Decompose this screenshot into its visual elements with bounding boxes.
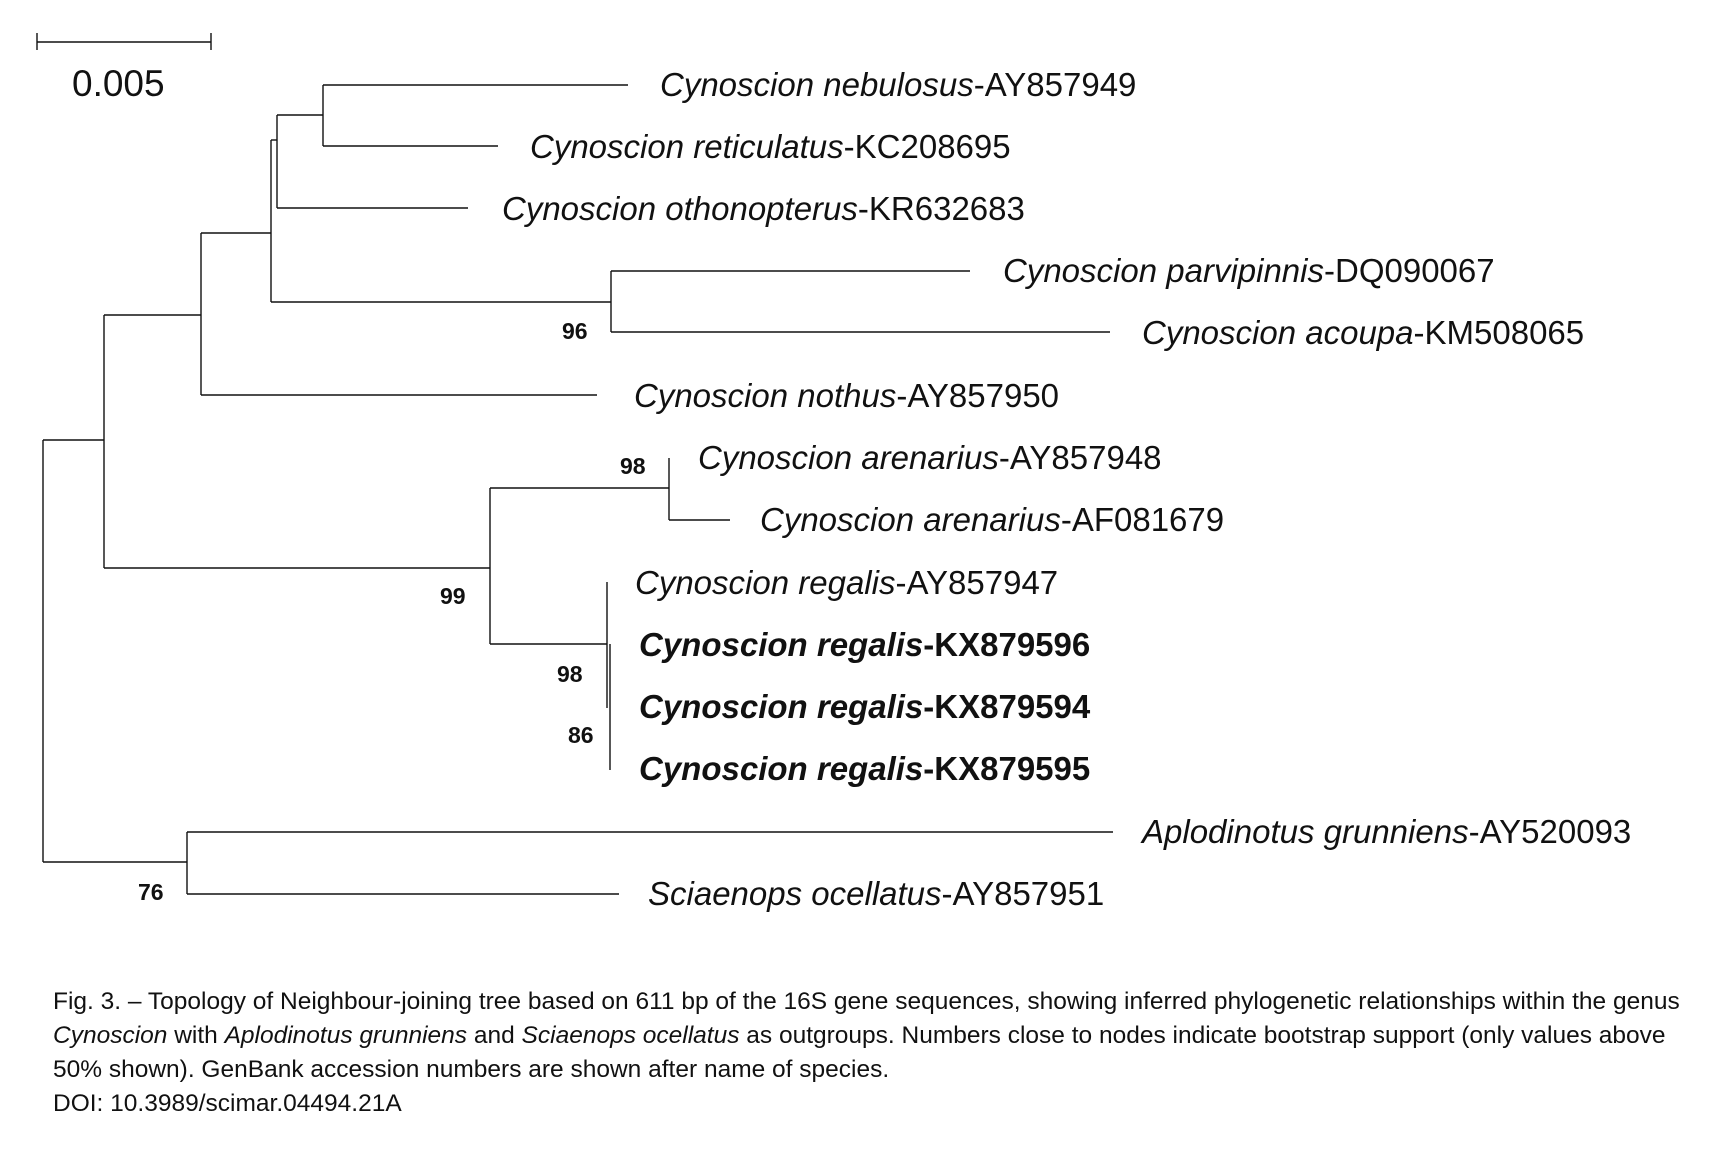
- scale-bar-label: 0.005: [72, 63, 165, 104]
- bootstrap-value: 96: [562, 318, 588, 344]
- caption-outgroup-1: Aplodinotus grunniens: [224, 1022, 468, 1049]
- taxon-label-highlighted: Cynoscion regalis-KX879594: [639, 688, 1091, 725]
- taxon-label: Cynoscion reticulatus-KC208695: [530, 128, 1011, 165]
- taxon-label-highlighted: Cynoscion regalis-KX879595: [639, 750, 1091, 787]
- bootstrap-values: [138, 318, 646, 905]
- bootstrap-value: 98: [557, 661, 583, 687]
- taxon-labels: [502, 66, 1631, 912]
- taxon-label: Sciaenops ocellatus-AY857951: [648, 875, 1105, 912]
- bootstrap-value: 98: [620, 453, 646, 479]
- caption-doi: DOI: 10.3989/scimar.04494.21A: [53, 1090, 402, 1117]
- bootstrap-value: 76: [138, 879, 164, 905]
- taxon-label: Cynoscion nebulosus-AY857949: [660, 66, 1137, 103]
- taxon-label: Cynoscion arenarius-AF081679: [760, 501, 1225, 538]
- taxon-label: Aplodinotus grunniens-AY520093: [1142, 813, 1632, 850]
- figure-caption: [53, 985, 1703, 1121]
- taxon-label: Cynoscion acoupa-KM508065: [1142, 314, 1585, 351]
- bootstrap-value: 86: [568, 722, 594, 748]
- taxon-label: Cynoscion parvipinnis-DQ090067: [1003, 252, 1495, 289]
- taxon-label-highlighted: Cynoscion regalis-KX879596: [639, 626, 1091, 663]
- taxon-label: Cynoscion regalis-AY857947: [635, 564, 1059, 601]
- caption-text: and: [467, 1022, 522, 1049]
- caption-genus: Cynoscion: [53, 1022, 168, 1049]
- taxon-label: Cynoscion nothus-AY857950: [634, 377, 1060, 414]
- taxon-label: Cynoscion arenarius-AY857948: [698, 439, 1162, 476]
- caption-text: as outgroups. Numbers close to nodes indicate bootstrap support (only values above 50% shown). GenBank accession numbers are shown after name of species.: [53, 1022, 1666, 1083]
- scale-bar: [37, 33, 211, 104]
- taxon-label: Cynoscion othonopterus-KR632683: [502, 190, 1025, 227]
- bootstrap-value: 99: [440, 583, 466, 609]
- caption-text: with: [167, 1022, 225, 1049]
- caption-text: Fig. 3. – Topology of Neighbour-joining tree based on 611 bp of the 16S gene sequences, showing inferred phylogenetic relationships within the genus: [53, 988, 1680, 1015]
- caption-outgroup-2: Sciaenops ocellatus: [521, 1022, 740, 1049]
